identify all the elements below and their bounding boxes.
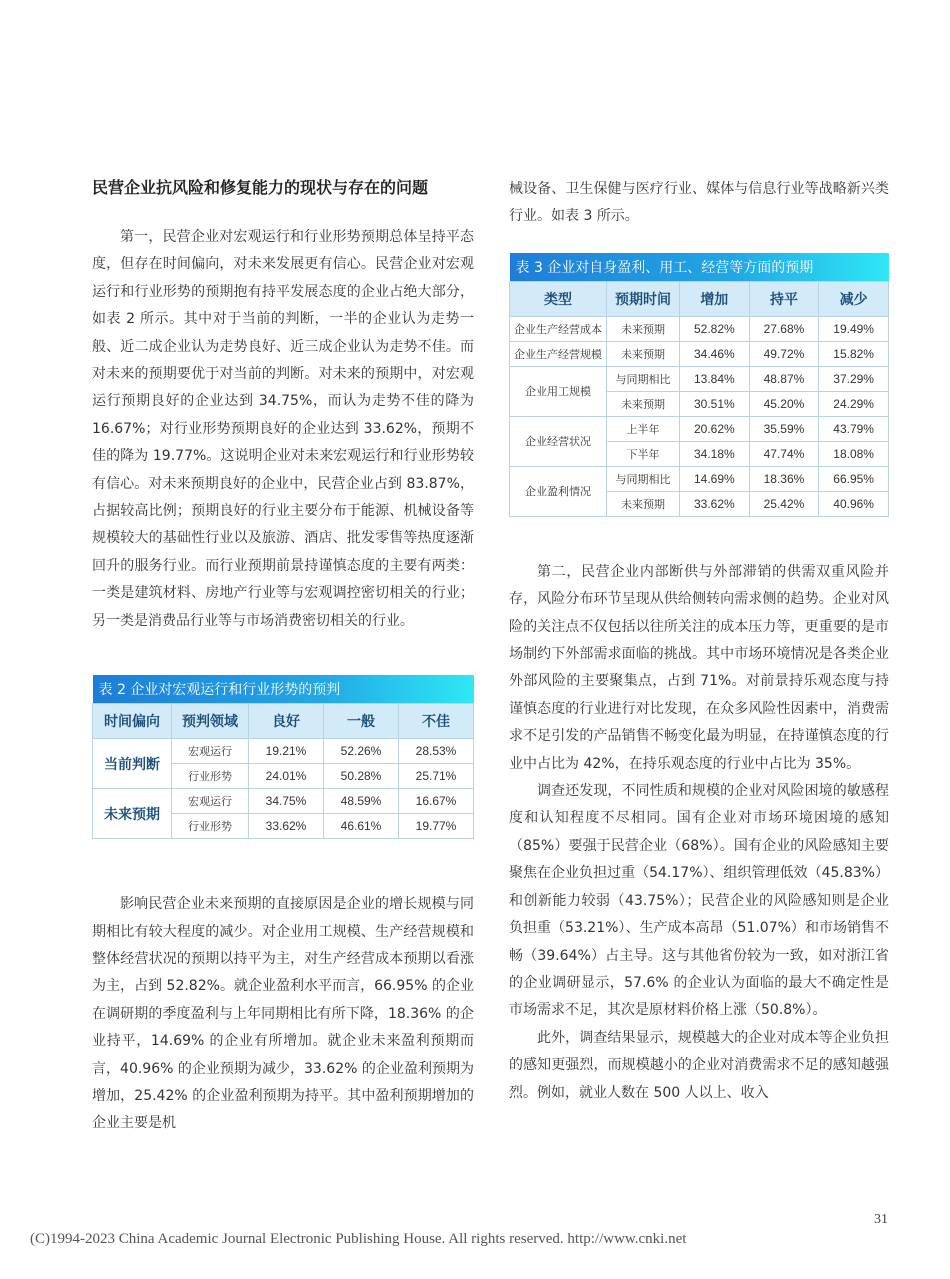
table-2: [92, 675, 474, 839]
value-cell: 19.21%: [249, 739, 324, 764]
value-cell: 37.29%: [819, 366, 889, 391]
table-row: [510, 366, 889, 391]
value-cell: 25.42%: [749, 491, 819, 516]
field-cell: 宏观运行: [172, 739, 249, 764]
value-cell: 24.01%: [249, 764, 324, 789]
table-3-header: 预期时间: [607, 281, 680, 316]
value-cell: 18.36%: [749, 466, 819, 491]
paragraph-4: 调查还发现，不同性质和规模的企业对风险困境的敏感程度和认知程度不尽相同。国有企业对市场环境困境的感知（85%）要强于民营企业（68%）。国有企业的风险感知主要聚焦在企业负担过重（54.17%）、组织管理低效（45.83%）和创新能力较弱（43.75%）；民营企业的风险感知则是企业负担重（53.21%）、生产成本高昂（51.07%）和市场销售不畅（39.64%）占主导。这与其他省份较为一致，如对浙江省的企业调研显示，57.6% 的企业认为面临的最大不确定性是市场需求不足，其次是原材料价格上涨（50.8%）。: [509, 783, 889, 1019]
group-label: 当前判断: [93, 739, 172, 789]
paragraph-continued: 械设备、卫生保健与医疗行业、媒体与信息行业等战略新兴类行业。如表 3 所示。: [509, 181, 889, 225]
table-3-header: 类型: [510, 281, 607, 316]
table-3-header: 持平: [749, 281, 819, 316]
section-heading: 民营企业抗风险和修复能力的现状与存在的问题: [92, 178, 429, 197]
paragraph-3: 第二，民营企业内部断供与外部滞销的供需双重风险并存，风险分布环节呈现从供给侧转向需求侧的趋势。企业对风险的关注点不仅包括以往所关注的成本压力等，更重要的是市场制约下外部需求面临的挑战。其中市场环境情况是各类企业外部风险的主要聚集点，占到 71%。对前景持乐观态度与持谨慎态度的行业进行对比发现，在众多风险性因素中，消费需求不足引发的产品销售不畅变化最为明显，在持谨慎态度的行业中占比为 42%，在持乐观态度的行业中占比为 35%。: [509, 563, 889, 772]
table-row: [93, 739, 474, 764]
group-label: 企业用工规模: [510, 366, 607, 416]
time-cell: 未来预期: [607, 491, 680, 516]
table-2-header: 时间偏向: [93, 704, 172, 739]
value-cell: 19.49%: [819, 316, 889, 341]
value-cell: 15.82%: [819, 341, 889, 366]
time-cell: 未来预期: [607, 391, 680, 416]
value-cell: 66.95%: [819, 466, 889, 491]
value-cell: 49.72%: [749, 341, 819, 366]
value-cell: 48.59%: [324, 789, 399, 814]
table-2-caption: 表 2 企业对宏观运行和行业形势的预判: [93, 675, 474, 704]
value-cell: 35.59%: [749, 416, 819, 441]
time-cell: 上半年: [607, 416, 680, 441]
paragraph-2: 影响民营企业未来预期的直接原因是企业的增长规模与同期相比有较大程度的减少。对企业用工规模、生产经营规模和整体经营状况的预期以持平为主，对生产经营成本预期以看涨为主，占到 52.82%。就企业盈利水平而言，66.95% 的企业在调研期的季度盈利与上年同期相比有所下降，18.36% 的企业持平，14.69% 的企业有所增加。就企业未来盈利预期而言，40.96% 的企业预期为减少，33.62% 的企业盈利预期为增加，25.42% 的企业盈利预期为持平。其中盈利预期增加的企业主要是机: [92, 896, 474, 1132]
value-cell: 46.61%: [324, 814, 399, 839]
table-3-header: 减少: [819, 281, 889, 316]
value-cell: 24.29%: [819, 391, 889, 416]
value-cell: 48.87%: [749, 366, 819, 391]
table-3-header: 增加: [680, 281, 750, 316]
value-cell: 52.26%: [324, 739, 399, 764]
table-3: [509, 253, 889, 517]
table-2-header: 一般: [324, 704, 399, 739]
group-label: 企业盈利情况: [510, 466, 607, 516]
value-cell: 33.62%: [249, 814, 324, 839]
value-cell: 13.84%: [680, 366, 750, 391]
value-cell: 28.53%: [399, 739, 474, 764]
copyright-notice: (C)1994-2023 China Academic Journal Electronic Publishing House. All rights reserved. http://www.cnki.net: [30, 1231, 687, 1247]
group-label: 未来预期: [93, 789, 172, 839]
value-cell: 34.18%: [680, 441, 750, 466]
paragraph-5: 此外，调查结果显示，规模越大的企业对成本等企业负担的感知更强烈，而规模越小的企业对消费需求不足的感知越强烈。例如，就业人数在 500 人以上、收入: [509, 1029, 889, 1101]
value-cell: 50.28%: [324, 764, 399, 789]
time-cell: 未来预期: [607, 316, 680, 341]
value-cell: 18.08%: [819, 441, 889, 466]
right-column: [509, 176, 889, 1107]
table-row: [510, 466, 889, 491]
group-label: 企业生产经营规模: [510, 341, 607, 366]
value-cell: 30.51%: [680, 391, 750, 416]
time-cell: 下半年: [607, 441, 680, 466]
table-2-header: 预判领域: [172, 704, 249, 739]
value-cell: 34.46%: [680, 341, 750, 366]
group-label: 企业生产经营成本: [510, 316, 607, 341]
field-cell: 行业形势: [172, 764, 249, 789]
value-cell: 40.96%: [819, 491, 889, 516]
page-number: 31: [874, 1212, 888, 1227]
time-cell: 与同期相比: [607, 466, 680, 491]
field-cell: 宏观运行: [172, 789, 249, 814]
group-label: 企业经营状况: [510, 416, 607, 466]
table-row: [510, 316, 889, 341]
value-cell: 34.75%: [249, 789, 324, 814]
value-cell: 27.68%: [749, 316, 819, 341]
paragraph-1: 第一，民营企业对宏观运行和行业形势预期总体呈持平态度，但存在时间偏向，对未来发展更有信心。民营企业对宏观运行和行业形势的预期抱有持平发展态度的企业占绝大部分，如表 2 所示。其中对于当前的判断，一半的企业认为走势一般、近二成企业认为走势良好、近三成企业认为走势不佳。而对未来的预期要优于对当前的判断。对未来的预期中，对宏观运行预期良好的企业达到 34.75%，而认为走势不佳的降为 16.67%；对行业形势预期良好的企业达到 33.62%，预期不佳的降为 19.77%。这说明企业对未来宏观运行和行业形势较有信心。对未来预期良好的企业中，民营企业占到 83.87%，占据较高比例；预期良好的行业主要分布于能源、机械设备等规模较大的基础性行业以及旅游、酒店、批发零售等热度逐渐回升的服务行业。而行业预期前景持谨慎态度的主要有两类：一类是建筑材料、房地产行业等与宏观调控密切相关的行业；另一类是消费品行业等与市场消费密切相关的行业。: [92, 229, 474, 629]
table-2-header: 良好: [249, 704, 324, 739]
table-row: [510, 341, 889, 366]
table-row: [510, 416, 889, 441]
value-cell: 33.62%: [680, 491, 750, 516]
value-cell: 25.71%: [399, 764, 474, 789]
table-row: [93, 789, 474, 814]
value-cell: 52.82%: [680, 316, 750, 341]
value-cell: 20.62%: [680, 416, 750, 441]
value-cell: 43.79%: [819, 416, 889, 441]
left-column: [92, 176, 474, 1138]
value-cell: 16.67%: [399, 789, 474, 814]
time-cell: 与同期相比: [607, 366, 680, 391]
value-cell: 45.20%: [749, 391, 819, 416]
value-cell: 19.77%: [399, 814, 474, 839]
time-cell: 未来预期: [607, 341, 680, 366]
table-3-caption: 表 3 企业对自身盈利、用工、经营等方面的预期: [510, 253, 889, 282]
field-cell: 行业形势: [172, 814, 249, 839]
value-cell: 47.74%: [749, 441, 819, 466]
table-2-header: 不佳: [399, 704, 474, 739]
value-cell: 14.69%: [680, 466, 750, 491]
